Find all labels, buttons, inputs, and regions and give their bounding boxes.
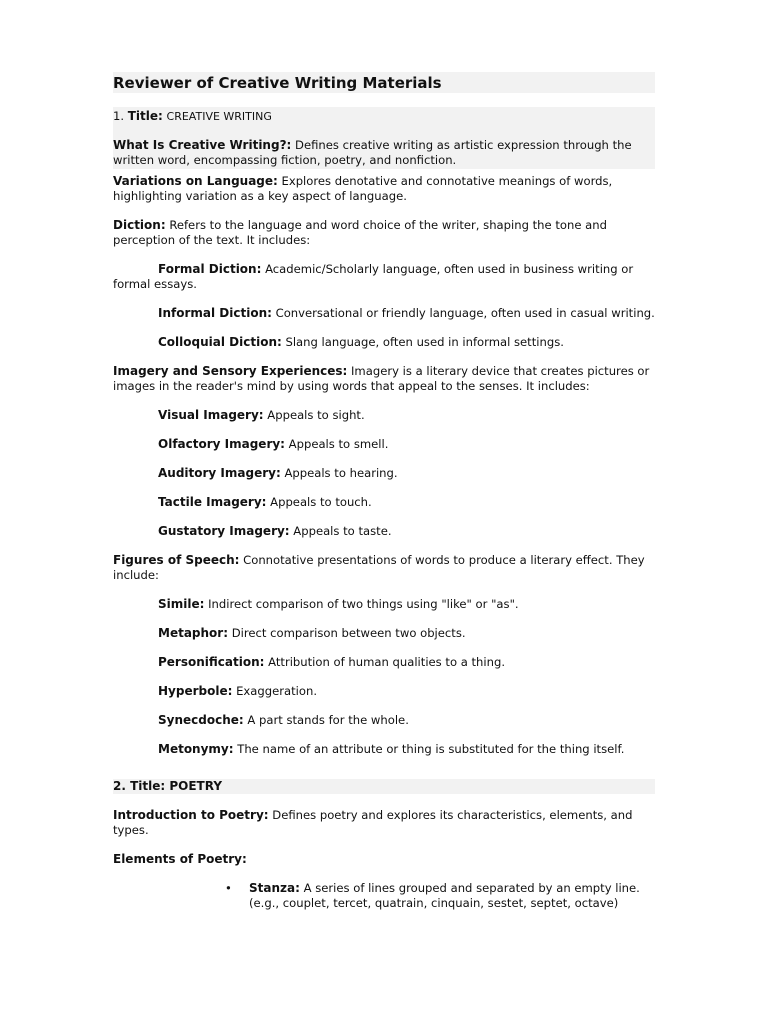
figure-item-term: Metaphor: — [158, 626, 229, 640]
variations-term: Variations on Language: — [113, 174, 278, 188]
imagery-item-term: Auditory Imagery: — [158, 466, 281, 480]
figure-item-hyperbole — [113, 684, 655, 699]
figure-item-text: A part stands for the whole. — [247, 713, 409, 727]
variations-paragraph — [113, 174, 655, 204]
figure-item-term: Synecdoche: — [158, 713, 244, 727]
imagery-item-term: Tactile Imagery: — [158, 495, 267, 509]
diction-item-term: Informal Diction: — [158, 306, 272, 320]
intro-poetry-term: Introduction to Poetry: — [113, 808, 269, 822]
bullet-term: Stanza: — [249, 881, 300, 895]
figure-item-text: Direct comparison between two objects. — [231, 626, 466, 640]
figure-item-term: Hyperbole: — [158, 684, 233, 698]
figures-text: Connotative presentations of words to produce a literary effect. They include: — [113, 553, 645, 582]
imagery-item-text: Appeals to hearing. — [284, 466, 398, 480]
intro-poetry-paragraph — [113, 808, 655, 838]
figure-item-metonymy — [113, 742, 655, 757]
figures-paragraph — [113, 553, 655, 583]
figure-item-text: Indirect comparison of two things using "like" or "as". — [208, 597, 519, 611]
bullet-text: A series of lines grouped and separated by an empty line. (e.g., couplet, tercet, quatrain, cinquain, sestet, septet, octave) — [249, 881, 640, 910]
imagery-term: Imagery and Sensory Experiences: — [113, 364, 348, 378]
what-is-paragraph — [113, 138, 655, 168]
imagery-item-term: Olfactory Imagery: — [158, 437, 285, 451]
figure-item-personification — [113, 655, 655, 670]
figure-item-term: Personification: — [158, 655, 265, 669]
figures-term: Figures of Speech: — [113, 553, 240, 567]
diction-item-text: Academic/Scholarly language, often used in business writing or formal essays. — [113, 262, 634, 291]
intro-poetry-text: Defines poetry and explores its characteristics, elements, and types. — [113, 808, 633, 837]
imagery-item-olfactory — [113, 437, 655, 452]
what-is-term: What Is Creative Writing?: — [113, 138, 292, 152]
section1-title-value: CREATIVE WRITING — [166, 110, 272, 123]
imagery-item-text: Appeals to sight. — [267, 408, 365, 422]
section2-heading-text: 2. Title: POETRY — [113, 779, 223, 793]
document-page — [113, 72, 655, 911]
imagery-paragraph — [113, 364, 655, 394]
section1-title-line — [113, 109, 655, 124]
diction-item-formal — [113, 262, 655, 292]
diction-term: Diction: — [113, 218, 166, 232]
imagery-item-text: Appeals to smell. — [288, 437, 389, 451]
diction-paragraph — [113, 218, 655, 248]
diction-item-informal — [113, 306, 655, 321]
section1-title-label: Title: — [127, 109, 163, 123]
figure-item-metaphor — [113, 626, 655, 641]
variations-text: Explores denotative and connotative meanings of words, highlighting variation as a key aspect of language. — [113, 174, 613, 203]
figure-item-term: Metonymy: — [158, 742, 234, 756]
diction-item-text: Slang language, often used in informal settings. — [285, 335, 564, 349]
figure-item-synecdoche — [113, 713, 655, 728]
imagery-item-text: Appeals to touch. — [270, 495, 372, 509]
diction-text: Refers to the language and word choice of the writer, shaping the tone and perception of the text. It includes: — [113, 218, 607, 247]
imagery-item-visual — [113, 408, 655, 423]
elements-heading — [113, 852, 655, 867]
section1-number: 1. — [113, 109, 125, 123]
figure-item-simile — [113, 597, 655, 612]
document-title: Reviewer of Creative Writing Materials — [113, 72, 655, 93]
diction-item-term: Colloquial Diction: — [158, 335, 282, 349]
imagery-item-term: Visual Imagery: — [158, 408, 264, 422]
diction-item-text: Conversational or friendly language, often used in casual writing. — [275, 306, 655, 320]
imagery-item-gustatory — [113, 524, 655, 539]
figure-item-text: The name of an attribute or thing is substituted for the thing itself. — [237, 742, 625, 756]
imagery-text: Imagery is a literary device that creates pictures or images in the reader's mind by using words that appeal to the senses. It includes: — [113, 364, 650, 393]
imagery-item-tactile — [113, 495, 655, 510]
what-is-text: Defines creative writing as artistic expression through the written word, encompassing fiction, poetry, and nonfiction. — [113, 138, 632, 167]
figure-item-text: Exaggeration. — [236, 684, 318, 698]
elements-heading-text: Elements of Poetry: — [113, 852, 247, 866]
imagery-item-term: Gustatory Imagery: — [158, 524, 290, 538]
diction-item-colloquial — [113, 335, 655, 350]
figure-item-term: Simile: — [158, 597, 205, 611]
figure-item-text: Attribution of human qualities to a thing. — [268, 655, 506, 669]
diction-item-term: Formal Diction: — [158, 262, 262, 276]
section2-heading — [113, 779, 655, 794]
imagery-item-auditory — [113, 466, 655, 481]
list-item — [113, 881, 655, 911]
bullet-icon: • — [225, 881, 232, 895]
section1-shaded-block — [113, 107, 655, 169]
imagery-item-text: Appeals to taste. — [293, 524, 392, 538]
